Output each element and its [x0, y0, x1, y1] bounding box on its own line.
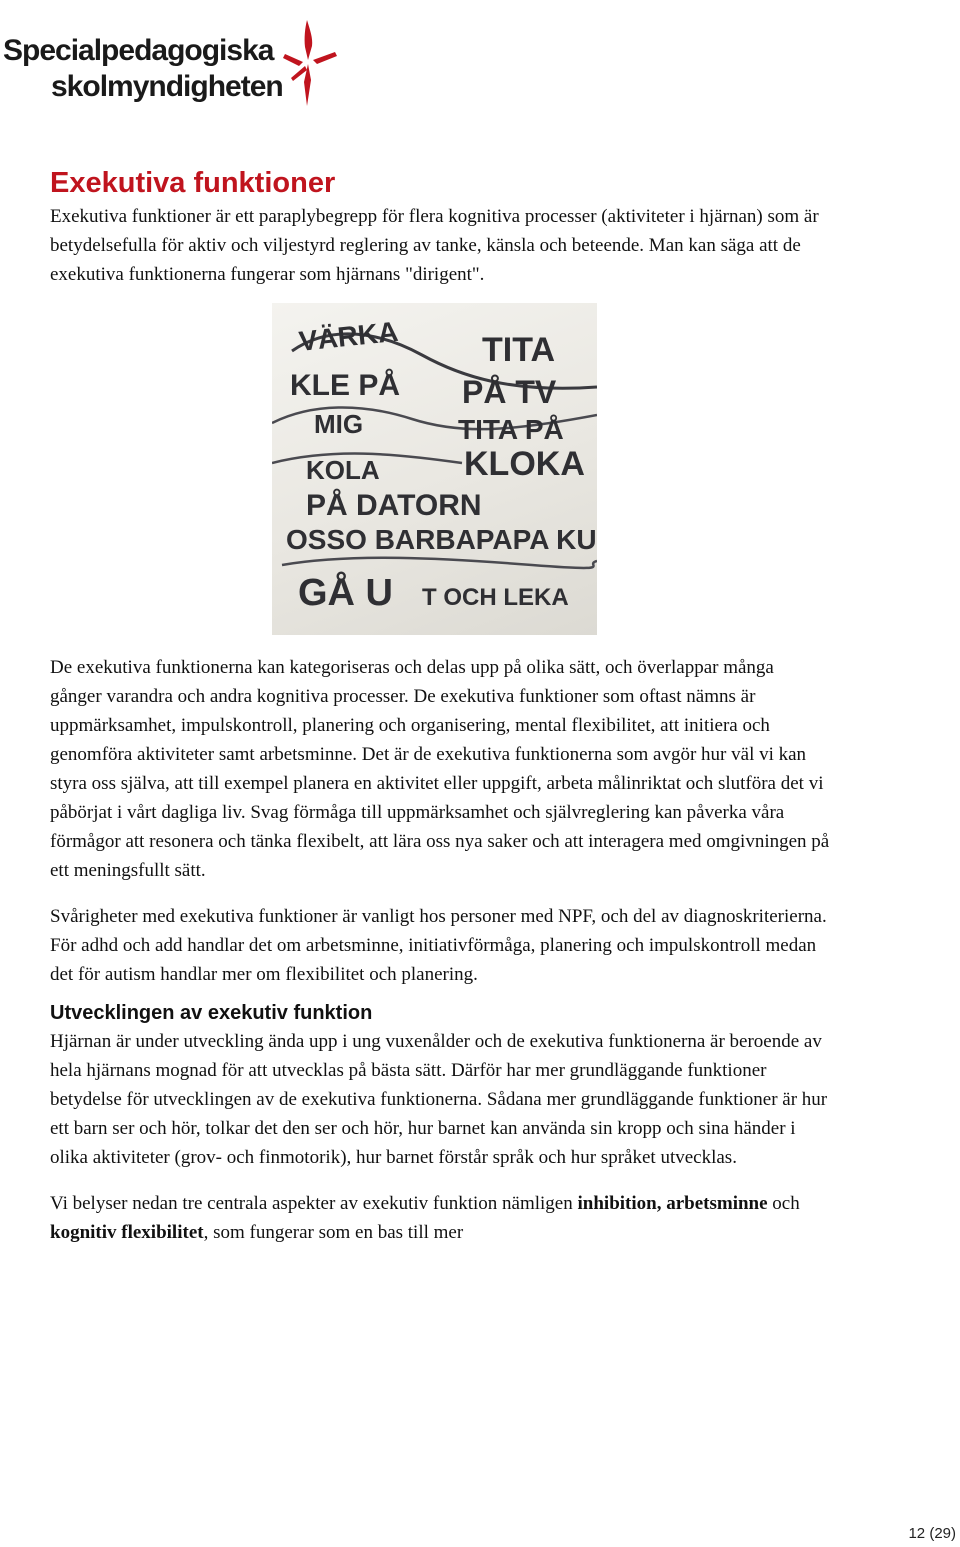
- handwriting-drawing: [272, 303, 597, 635]
- aspects-term-inhibition: inhibition,: [577, 1193, 662, 1214]
- page-title: Exekutiva funktioner: [50, 167, 336, 199]
- paragraph-categories: De exekutiva funktionerna kan kategoriseras och delas upp på olika sätt, och överlappar många gånger varandra och andra kognitiva processer. De exekutiva funktioner som oftast nämns är uppmärksamhet, impulskontroll, planering och organisering, mental flexibilitet, att initiera och genomföra aktiviteter samt arbetsminne. Det är de exekutiva funktionerna som avgör hur väl vi kan styra oss själva, att till exempel planera en aktivitet eller uppgift, arbeta målinriktat och slutföra det vi påbörjat i vårt dagliga liv. Svag förmåga till uppmärksamhet och självreglering kan påverka våra förmågor att resonera och tänka flexibelt, att lära oss nya saker och att interagera med omgivningen på ett meningsfullt sätt.: [50, 657, 830, 881]
- logo-text-line2: skolmyndigheten: [51, 70, 283, 103]
- section-heading: Utvecklingen av exekutiv funktion: [50, 1002, 373, 1024]
- paragraph-aspects: [50, 1189, 830, 1247]
- paragraph-development: Hjärnan är under utveckling ända upp i ung vuxenålder och de exekutiva funktionerna är beroende av hela hjärnans mognad för att utvecklas på bästa sätt. Därför har mer grundläggande funktioner betydelse för utvecklingen av de exekutiva funktionerna. Sådana mer grundläggande funktioner är hur ett barn ser och hör, tolkar det den ser och hör, hur barnet kan använda sin kropp och sina händer i olika aktiviteter (grov- och finmotorik), hur barnet förstår språk och hur språket utvecklas.: [50, 1031, 828, 1168]
- red-star-icon: [277, 16, 341, 108]
- hw-word-7: KLOKA: [464, 445, 585, 483]
- aspects-text-1: Vi belyser nedan tre centrala aspekter av exekutiv funktion nämligen: [50, 1193, 578, 1214]
- hw-word-10: OSSO BARBAPAPA KU: [286, 524, 597, 555]
- hw-word-3: KLE PÅ: [290, 369, 401, 402]
- handwriting-photo: [272, 303, 597, 635]
- hw-word-12: T OCH LEKA: [422, 584, 569, 611]
- main-content: [50, 165, 830, 1247]
- hw-word-1: VÄRKA: [297, 315, 400, 357]
- hw-word-11: GÅ U: [298, 572, 393, 614]
- intro-paragraph: Exekutiva funktioner är ett paraplybegrepp för flera kognitiva processer (aktiviteter i hjärnan) som är betydelsefulla för aktiv och viljestyrd reglering av tanke, känsla och beteende. Man kan säga att de exekutiva funktionerna fungerar som hjärnans "dirigent".: [50, 206, 819, 285]
- hw-word-5: MIG: [314, 409, 364, 439]
- aspects-term-flexibilitet: kognitiv flexibilitet: [50, 1222, 204, 1243]
- hw-word-9: PÅ DATORN: [306, 489, 482, 522]
- hw-word-8: KOLA: [306, 455, 380, 485]
- hw-word-4: PÅ TV: [462, 374, 557, 410]
- hw-word-2: TITA: [482, 331, 556, 369]
- hw-word-6: TITA PÅ: [458, 414, 564, 445]
- paragraph-npf: Svårigheter med exekutiva funktioner är vanligt hos personer med NPF, och del av diagnoskriterierna. För adhd och add handlar det om arbetsminne, initiativförmåga, planering och impulskontroll medan det för autism handlar mer om flexibilitet och planering.: [50, 906, 827, 985]
- logo-text-line1: Specialpedagogiska: [3, 34, 274, 67]
- page-number: 12 (29): [908, 1525, 956, 1542]
- logo: [3, 16, 343, 106]
- aspects-text-3: , som fungerar som en bas till mer: [203, 1222, 464, 1243]
- aspects-term-arbetsminne: arbetsminne: [666, 1193, 768, 1214]
- aspects-text-2: och: [767, 1193, 800, 1214]
